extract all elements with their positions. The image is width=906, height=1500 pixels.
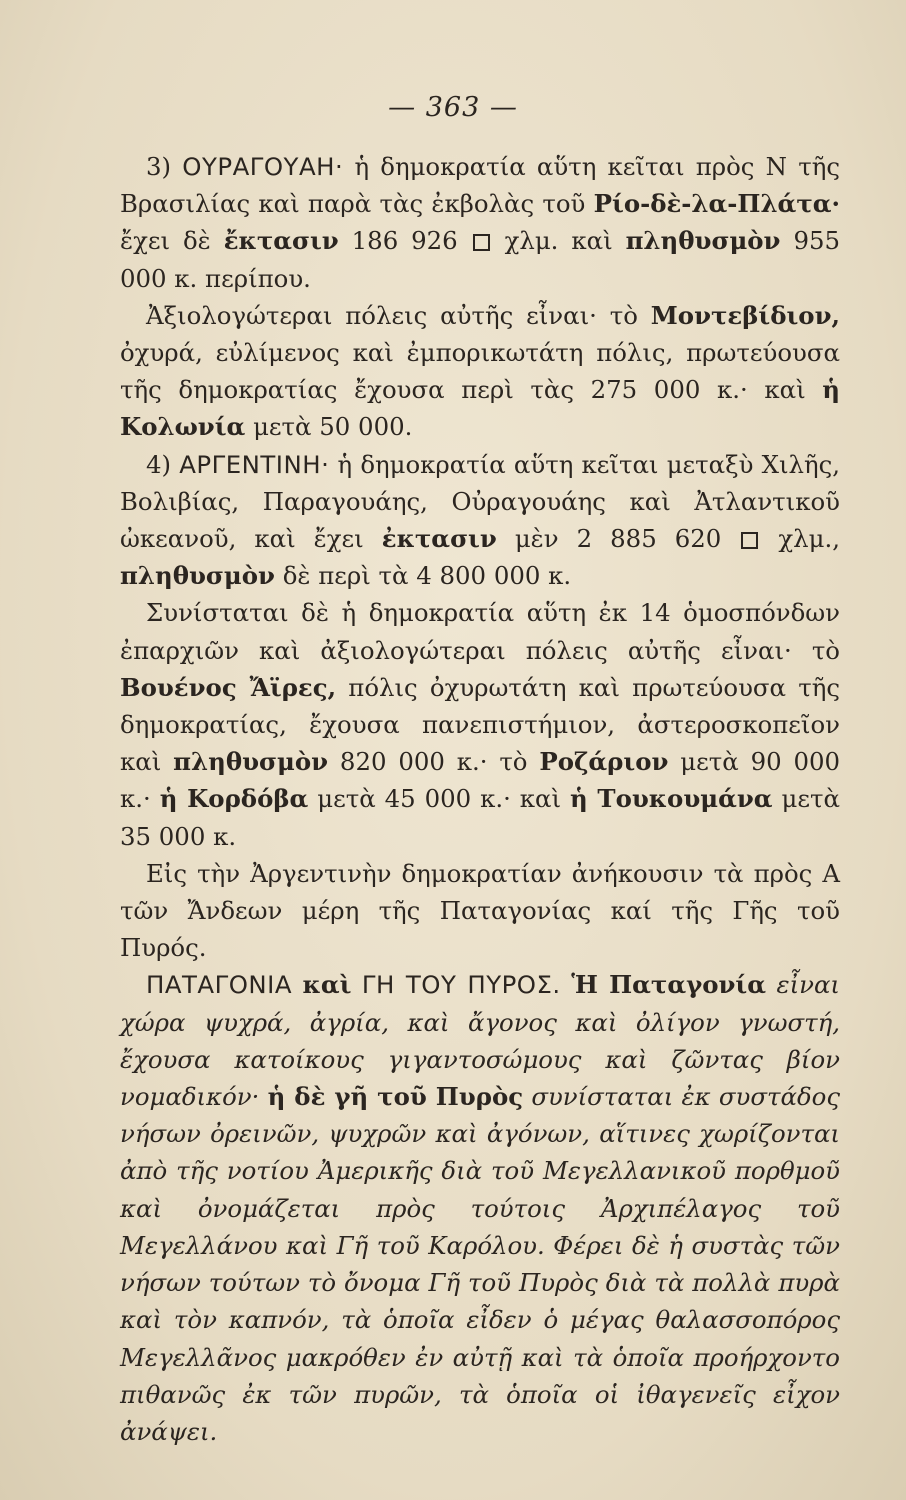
bold-term: Ἡ Παταγονία bbox=[571, 970, 766, 1000]
bold-term: ἔκτασιν bbox=[223, 226, 339, 256]
area-value: μὲν 2 885 620 bbox=[514, 524, 722, 554]
page-number: — 363 — bbox=[388, 92, 518, 123]
section-heading-patagonia: ΠΑΤΑΓΟΝΙΑ bbox=[146, 970, 293, 1000]
text-run: ἡ δημοκρατία αὕτη κεῖται μεταξὺ Χιλῆς, Βολιβίας, Παραγουάης, Οὐραγουάης καὶ Ἀτλαντικοῦ ὠκεανοῦ, καὶ ἔχει bbox=[120, 449, 841, 554]
bold-term: ἡ Κολωνία bbox=[120, 375, 840, 442]
section-heading-argentina: ΑΡΓΕΝΤΙΝΗ· bbox=[179, 449, 330, 479]
bold-term: Ροζάριον bbox=[539, 747, 669, 777]
bold-term: ἡ Κορδόβα bbox=[159, 784, 309, 814]
population-value: δὲ περὶ τὰ 4 800 000 κ. bbox=[282, 561, 572, 591]
bold-term: Μοντεβίδιον, bbox=[650, 300, 840, 330]
section-number: 3) bbox=[146, 152, 172, 181]
bold-term: ἐκτασιν bbox=[381, 524, 497, 554]
text-run: μετὰ 50 000. bbox=[253, 412, 413, 442]
paragraph-andes bbox=[120, 855, 840, 967]
text-run: χλμ. καὶ bbox=[504, 226, 613, 256]
text-run: χλμ., bbox=[778, 524, 840, 554]
text-run: Ἀξιολογώτεραι πόλεις αὐτῆς εἶναι· τὸ bbox=[146, 300, 638, 330]
italic-text: εἶναι χώρα ψυχρά, ἀγρία, καὶ ἄγονος καὶ ὀλίγον γνωστή, ἔχουσα κατοίκους γιγαντοσώμους καὶ ζῶντας βίον νομαδικόν· bbox=[120, 970, 840, 1112]
paragraph-uruguay bbox=[120, 148, 840, 297]
area-value: 186 926 bbox=[351, 226, 458, 256]
bold-term: ἡ δὲ γῆ τοῦ Πυρὸς bbox=[267, 1082, 524, 1112]
paragraph-uruguay-cities bbox=[120, 297, 840, 446]
text-run: Εἰς τὴν Ἀργεντινὴν δημοκρατίαν ἀνήκουσιν τὰ πρὸς Α τῶν Ἄνδεων μέρη τῆς Παταγονίας καί τῆς Γῆς τοῦ Πυρός. bbox=[120, 858, 840, 963]
bold-term: Ρίο-δὲ-λα-Πλάτα· bbox=[593, 189, 840, 219]
heading-conjunction: καὶ bbox=[302, 970, 352, 1000]
italic-text: συνίσταται ἐκ συστάδος νήσων ὀρεινῶν, ψυχρῶν καὶ ἀγόνων, αἵτινες χωρίζονται ἀπὸ τῆς νοτίου Ἀμερικῆς διὰ τοῦ Μεγελλανικοῦ πορθμοῦ καὶ ὀνομάζεται πρὸς τούτοις Ἀρχιπέλαγος τοῦ Μεγελλάνου καὶ Γῆ τοῦ Καρόλου. Φέρει δὲ ἡ συστὰς τῶν νήσων τούτων τὸ ὄνομα Γῆ τοῦ Πυρὸς διὰ τὰ πολλὰ πυρὰ καὶ τὸν καπνόν, τὰ ὁποῖα εἶδεν ὁ μέγας θαλασσοπόρος Μεγελλᾶνος μακρόθεν ἐν αὐτῇ καὶ τὰ ὁποῖα προήρχοντο πιθανῶς ἐκ τῶν πυρῶν, τὰ ὁποῖα οἱ ἰθαγενεῖς εἶχον ἀνάψει. bbox=[120, 1082, 840, 1446]
text-run: πόλις ὀχυρωτάτη καὶ πρωτεύουσα τῆς δημοκρατίας, ἔχουσα πανεπιστήμιον, ἀστεροσκοπεῖον καὶ bbox=[120, 672, 840, 777]
population-value: 955 000 κ. περίπου. bbox=[120, 226, 840, 293]
paragraph-argentina bbox=[120, 446, 840, 595]
paragraph-patagonia bbox=[120, 966, 840, 1450]
square-symbol-icon bbox=[473, 234, 490, 251]
text-run: μετὰ 45 000 κ.· καὶ bbox=[317, 784, 562, 814]
paragraph-argentina-cities bbox=[120, 594, 840, 854]
bold-term: ἡ Τουκουμάνα bbox=[570, 784, 773, 814]
text-run: 820 000 κ.· τὸ bbox=[339, 747, 528, 777]
bold-term: Βουένος Ἄϊρες, bbox=[120, 672, 337, 702]
text-run: μετὰ 35 000 κ. bbox=[120, 784, 840, 851]
section-heading-uruguay: ΟΥΡΑΓΟΥΑΗ· bbox=[182, 152, 344, 181]
square-symbol-icon bbox=[741, 532, 758, 549]
section-heading-tierra-del-fuego: ΓΗ ΤΟΥ ΠΥΡΟΣ. bbox=[361, 970, 561, 1000]
text-run: Συνίσταται δὲ ἡ δημοκρατία αὕτη ἐκ 14 ὁμοσπόνδων ἐπαρχιῶν καὶ ἀξιολογώτεραι πόλεις αὐτῆς εἶναι· τὸ bbox=[120, 598, 840, 665]
text-run: ἡ δημοκρατία αὕτη κεῖται πρὸς Ν τῆς Βρασιλίας καὶ παρὰ τὰς ἐκβολὰς τοῦ bbox=[120, 152, 840, 219]
bold-term: πληθυσμὸν bbox=[173, 747, 329, 777]
text-run: ἔχει δὲ bbox=[120, 226, 211, 256]
text-run: μετὰ 90 000 κ.· bbox=[120, 747, 840, 814]
text-run: ὀχυρά, εὐλίμενος καὶ ἐμπορικωτάτη πόλις, πρωτεύουσα τῆς δημοκρατίας ἔχουσα περὶ τὰς 275 000 κ.· καὶ bbox=[120, 338, 840, 405]
page-text bbox=[120, 148, 840, 1450]
bold-term: πληθυσμὸν bbox=[120, 561, 275, 591]
section-number: 4) bbox=[146, 449, 172, 479]
bold-term: πληθυσμὸν bbox=[625, 226, 781, 256]
